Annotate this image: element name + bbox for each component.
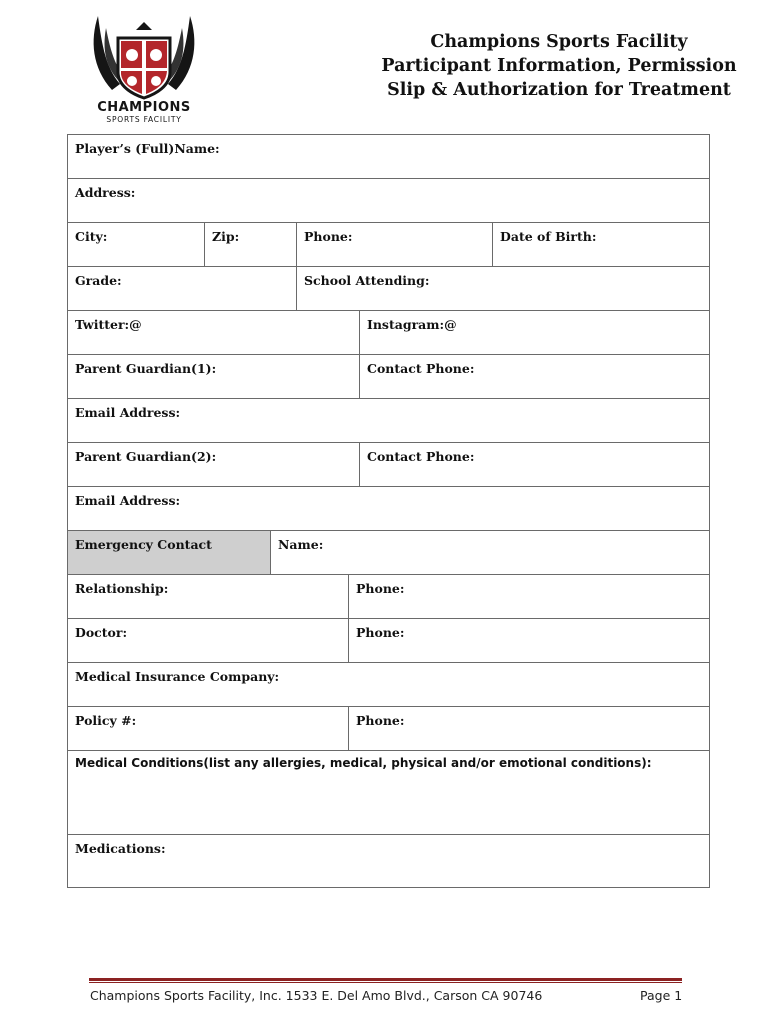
email1-label: Email Address: (75, 405, 181, 420)
footer-address: Champions Sports Facility, Inc. 1533 E. Del Amo Blvd., Carson CA 90746 (90, 988, 543, 1003)
title-line1: Champions Sports Facility (430, 32, 688, 52)
email2-field[interactable] (68, 487, 709, 530)
parent2-field[interactable] (68, 443, 359, 486)
medications-field[interactable] (68, 835, 709, 887)
title-line2: Participant Information, Permission (381, 56, 737, 76)
parent2-phone-field[interactable] (359, 443, 709, 486)
instagram-label: Instagram:@ (367, 317, 457, 332)
logo-text-line2: SPORTS FACILITY (106, 115, 182, 124)
emergency-name-field[interactable] (270, 531, 709, 574)
policy-phone-field[interactable] (348, 707, 709, 750)
parent2-phone-label: Contact Phone: (367, 449, 475, 464)
row-parent2 (68, 443, 709, 487)
doctor-phone-field[interactable] (348, 619, 709, 662)
insurance-label: Medical Insurance Company: (75, 669, 280, 684)
emergency-contact-heading (68, 531, 270, 574)
twitter-field[interactable] (68, 311, 359, 354)
row-doctor (68, 619, 709, 663)
address-field[interactable] (68, 179, 709, 222)
insurance-field[interactable] (68, 663, 709, 706)
phone-field[interactable] (296, 223, 492, 266)
phone-label: Phone: (304, 229, 353, 244)
row-medications (68, 835, 709, 887)
emergency-name-label: Name: (278, 537, 324, 552)
player-name-label: Player’s (Full)Name: (75, 141, 220, 156)
row-policy (68, 707, 709, 751)
row-grade (68, 267, 709, 311)
doctor-label: Doctor: (75, 625, 128, 640)
parent1-phone-field[interactable] (359, 355, 709, 398)
footer-rule-thick (89, 978, 682, 981)
parent1-phone-label: Contact Phone: (367, 361, 475, 376)
row-social (68, 311, 709, 355)
parent1-field[interactable] (68, 355, 359, 398)
instagram-field[interactable] (359, 311, 709, 354)
twitter-label: Twitter:@ (75, 317, 142, 332)
relationship-phone-label: Phone: (356, 581, 405, 596)
conditions-label: Medical Conditions(list any allergies, medical, physical and/or emotional conditions): (75, 756, 652, 770)
title-line3: Slip & Authorization for Treatment (387, 80, 731, 100)
participant-form (67, 134, 710, 888)
row-address (68, 179, 709, 223)
school-field[interactable] (296, 267, 709, 310)
page-number: Page 1 (640, 988, 683, 1003)
row-relationship (68, 575, 709, 619)
row-parent1 (68, 355, 709, 399)
grade-field[interactable] (68, 267, 296, 310)
email2-label: Email Address: (75, 493, 181, 508)
row-city (68, 223, 709, 267)
row-insurance (68, 663, 709, 707)
relationship-field[interactable] (68, 575, 348, 618)
policy-field[interactable] (68, 707, 348, 750)
relationship-phone-field[interactable] (348, 575, 709, 618)
parent1-label: Parent Guardian(1): (75, 361, 217, 376)
policy-phone-label: Phone: (356, 713, 405, 728)
row-email1 (68, 399, 709, 443)
row-conditions (68, 751, 709, 835)
policy-label: Policy #: (75, 713, 137, 728)
doctor-field[interactable] (68, 619, 348, 662)
row-email2 (68, 487, 709, 531)
dob-field[interactable] (492, 223, 709, 266)
email1-field[interactable] (68, 399, 709, 442)
doctor-phone-label: Phone: (356, 625, 405, 640)
dob-label: Date of Birth: (500, 229, 597, 244)
document-title (372, 30, 746, 102)
zip-field[interactable] (204, 223, 296, 266)
zip-label: Zip: (212, 229, 240, 244)
footer-rule-thin (89, 982, 682, 983)
address-label: Address: (75, 185, 136, 200)
medications-label: Medications: (75, 841, 166, 856)
emergency-contact-label: Emergency Contact (75, 537, 212, 552)
school-label: School Attending: (304, 273, 430, 288)
city-field[interactable] (68, 223, 204, 266)
champions-logo (86, 10, 202, 128)
logo-text-line1: CHAMPIONS (97, 100, 191, 115)
relationship-label: Relationship: (75, 581, 169, 596)
row-emergency (68, 531, 709, 575)
player-name-field[interactable] (68, 135, 709, 178)
grade-label: Grade: (75, 273, 122, 288)
row-player-name (68, 135, 709, 179)
parent2-label: Parent Guardian(2): (75, 449, 217, 464)
conditions-field[interactable] (68, 751, 709, 834)
city-label: City: (75, 229, 108, 244)
